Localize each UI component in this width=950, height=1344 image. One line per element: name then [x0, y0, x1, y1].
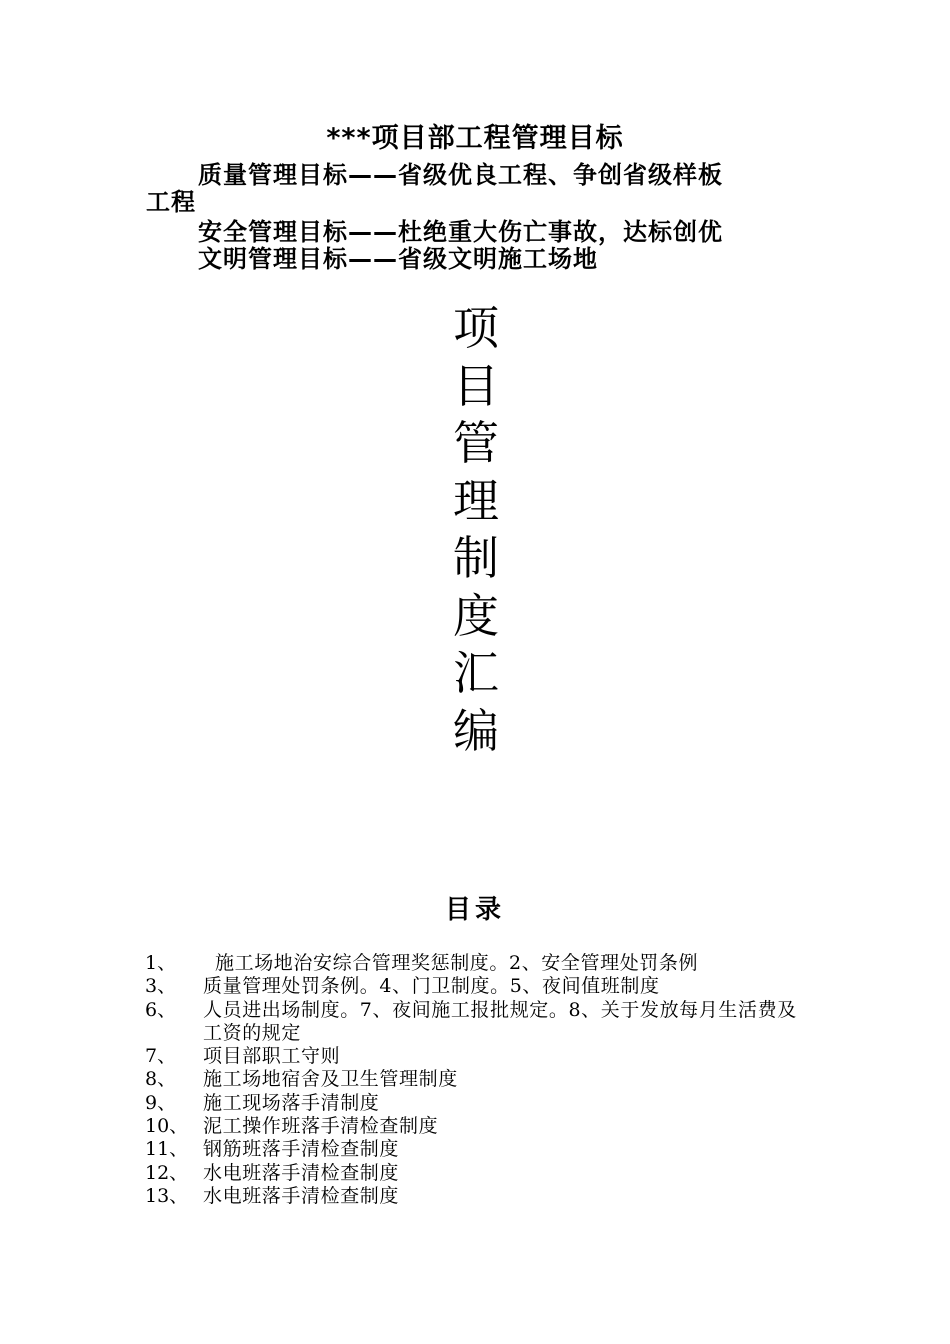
civilization-goal: 文明管理目标——省级文明施工场地: [198, 245, 598, 273]
toc-item: [145, 1092, 815, 1115]
toc-item-number: 12、: [145, 1161, 189, 1184]
vertical-title-char: 理: [453, 473, 499, 528]
toc-item-text: 钢筋班落手清检查制度: [203, 1138, 400, 1161]
vertical-title-char: 管: [453, 416, 499, 470]
vertical-title-char: 度: [453, 588, 499, 643]
toc-item-text: 泥工操作班落手清检查制度: [203, 1115, 439, 1138]
vertical-title-char: 目: [453, 358, 499, 413]
toc-item-text: 质量管理处罚条例。4、门卫制度。5、夜间值班制度: [203, 975, 660, 998]
quality-goal-line2: 工程: [146, 188, 196, 216]
toc-item-number: 8、: [145, 1068, 177, 1091]
toc-item: [145, 1138, 815, 1161]
toc-item-text: 水电班落手清检查制度: [203, 1184, 400, 1207]
toc-item-text: 施工场地宿舍及卫生管理制度: [203, 1068, 458, 1091]
toc-item: [145, 952, 815, 975]
toc-item-number: 11、: [145, 1138, 189, 1161]
toc-item-number: 13、: [145, 1184, 189, 1207]
vertical-title-char: 汇: [453, 646, 499, 700]
toc-item-text: 施工现场落手清制度: [203, 1091, 380, 1114]
table-of-contents: [145, 952, 815, 1208]
goals-title: ***项目部工程管理目标: [326, 123, 624, 154]
vertical-title-char: 制: [453, 531, 499, 585]
toc-item-number: 9、: [145, 1091, 177, 1114]
toc-item: [145, 1045, 815, 1068]
toc-item: [145, 1115, 815, 1138]
vertical-title-char: 项: [453, 301, 499, 355]
toc-item-number: 10、: [145, 1115, 189, 1138]
toc-item-number: 7、: [145, 1045, 177, 1068]
quality-goal-line1: 质量管理目标——省级优良工程、争创省级样板: [198, 161, 723, 189]
toc-item-text: 人员进出场制度。7、夜间施工报批规定。8、关于发放每月生活费及工资的规定: [203, 998, 797, 1044]
toc-item-number: 1、: [145, 952, 177, 974]
toc-item-text: 项目部职工守则: [203, 1045, 341, 1068]
safety-goal: 安全管理目标——杜绝重大伤亡事故，达标创优: [198, 218, 723, 246]
toc-item: [145, 1162, 815, 1185]
toc-item: [145, 1068, 815, 1091]
toc-item-number: 3、: [145, 975, 177, 998]
toc-item-text: 水电班落手清检查制度: [203, 1161, 400, 1184]
vertical-title-char: 编: [453, 703, 499, 758]
toc-item-text: 施工场地治安综合管理奖惩制度。2、安全管理处罚条例: [215, 952, 699, 974]
vertical-document-title: [440, 300, 512, 760]
toc-item: [145, 1185, 815, 1208]
toc-title: 目录: [444, 895, 505, 925]
toc-item-number: 6、: [145, 998, 177, 1021]
toc-item: [145, 999, 815, 1046]
toc-item: [145, 975, 815, 998]
